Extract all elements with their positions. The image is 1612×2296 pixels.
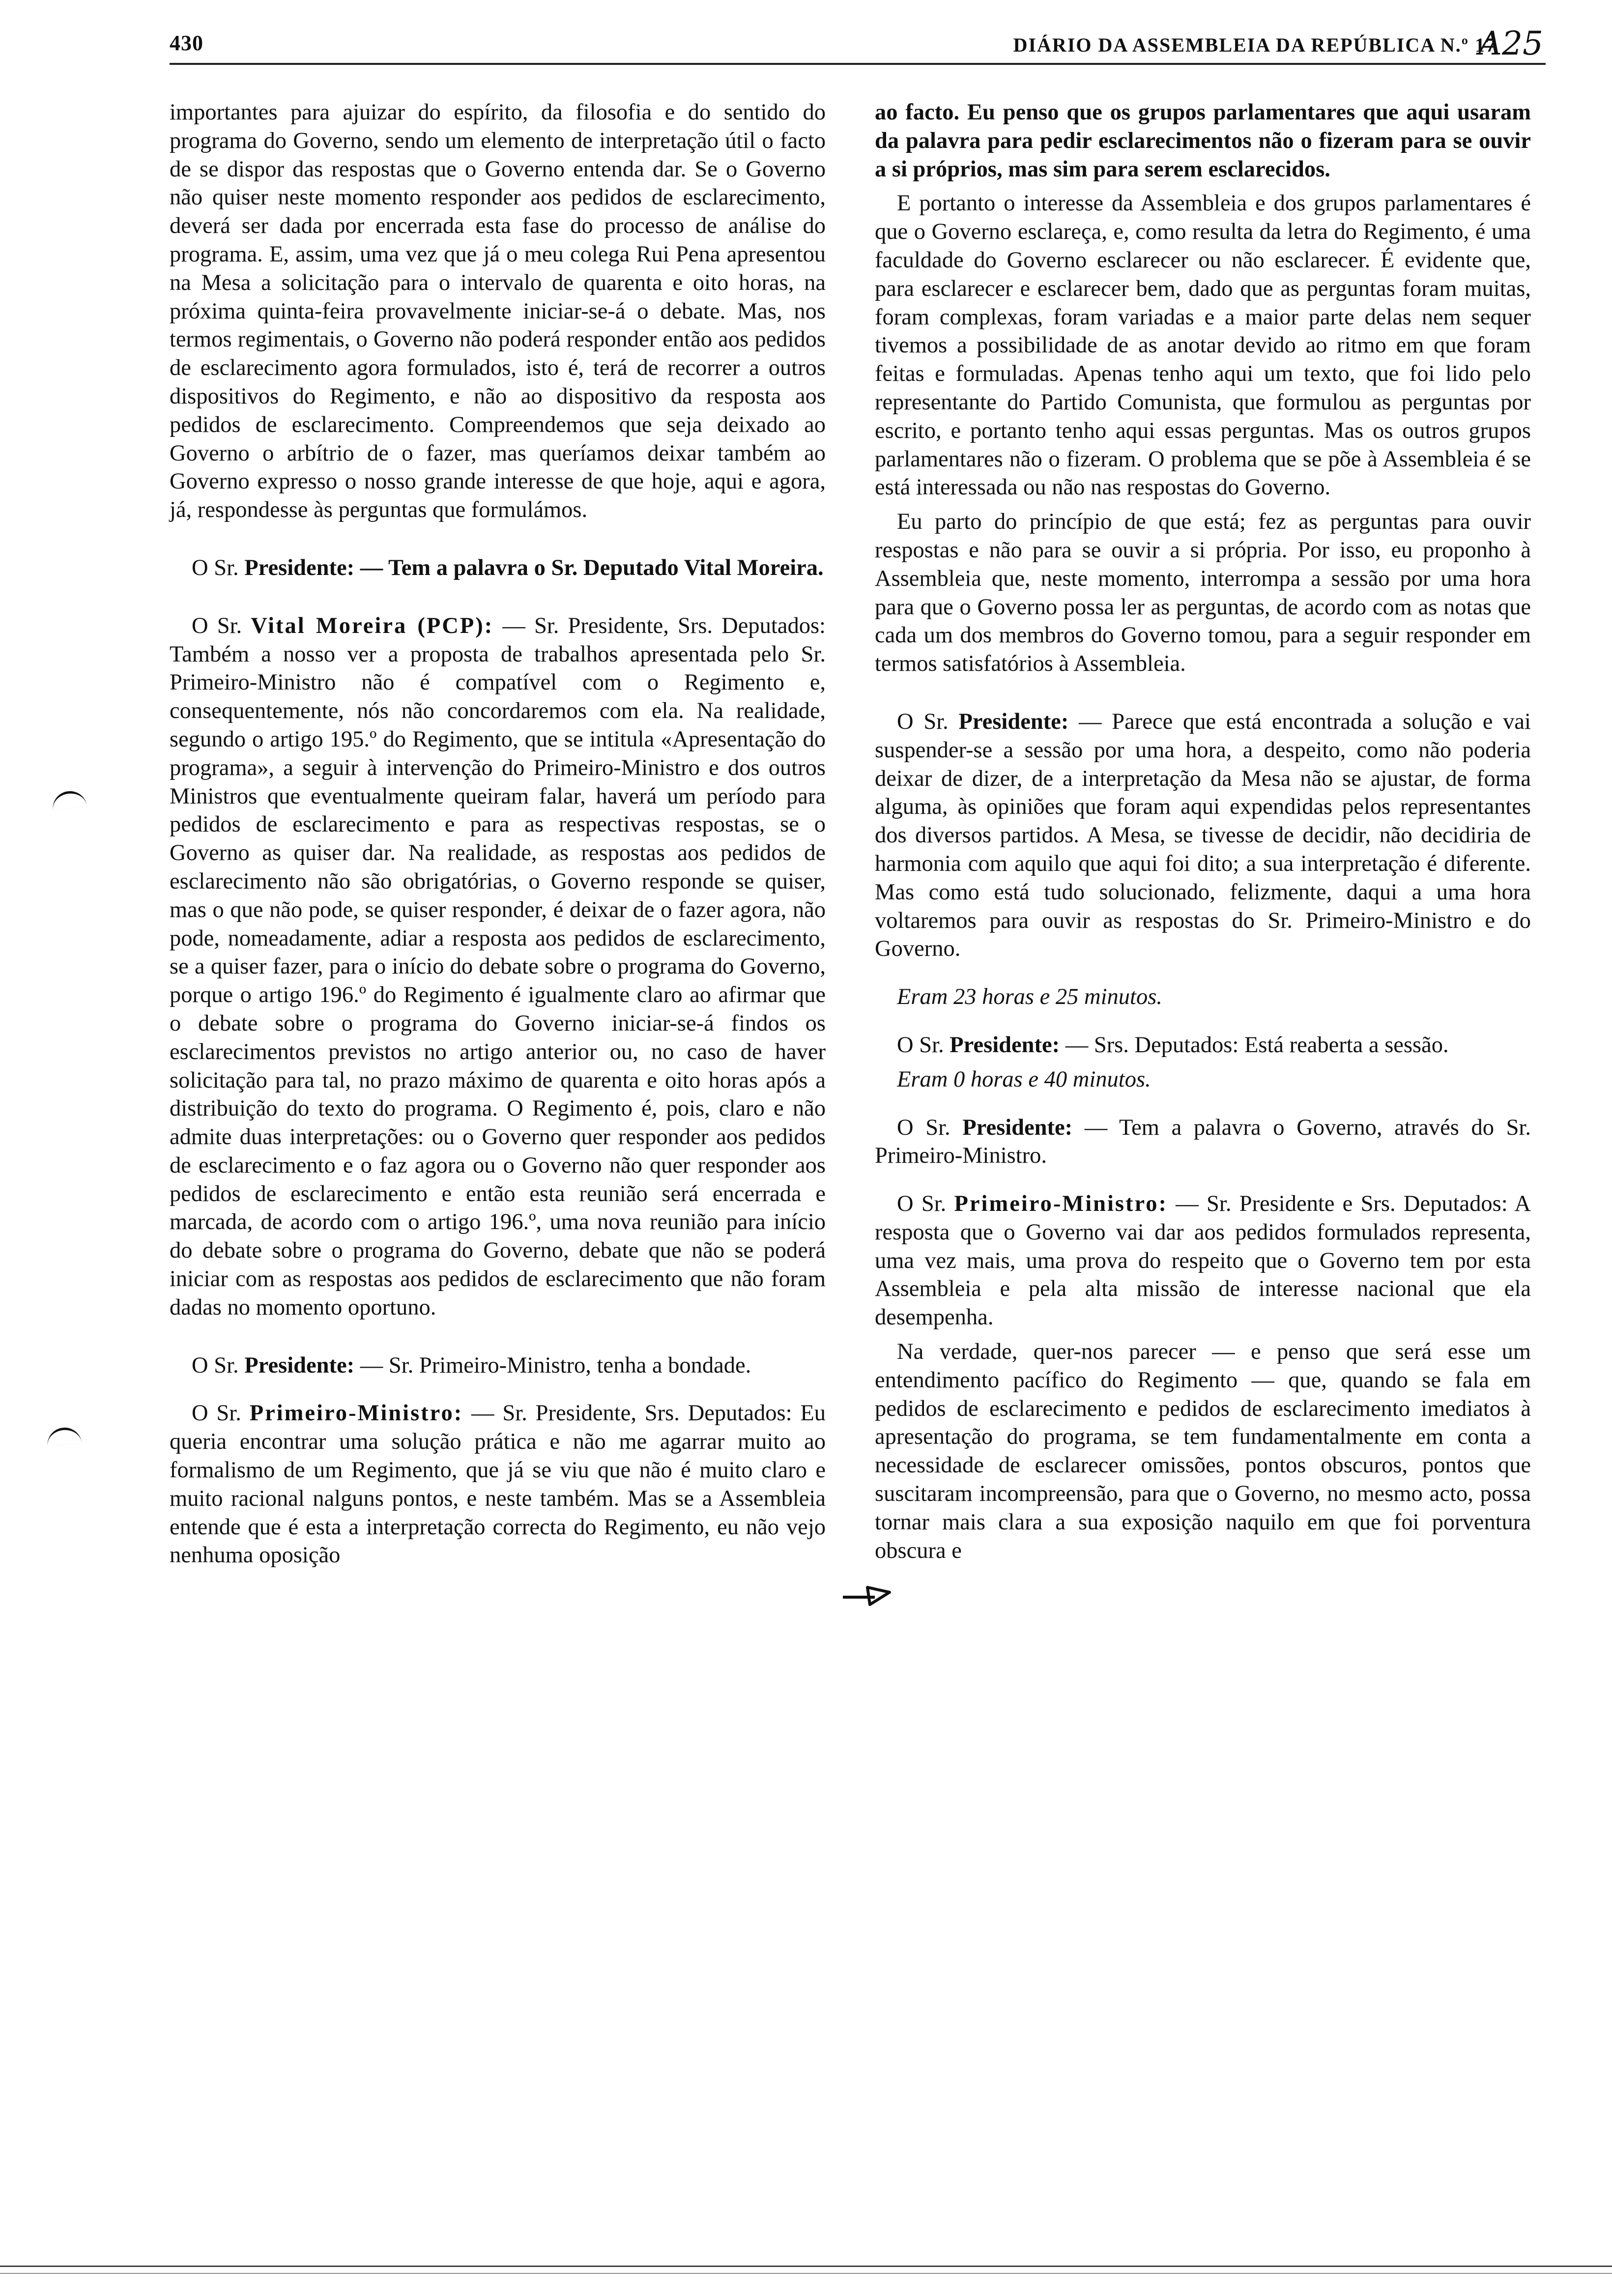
paragraph-text: ao facto. Eu penso que os grupos parlamentares que aqui usaram da palavra para pedir esclarecimentos não o fizeram para se ouvir a si próprios, mas sim para serem esclarecidos.	[875, 100, 1531, 182]
handwritten-page-number: A25	[1478, 25, 1543, 62]
speaker-prefix: O Sr.	[897, 1191, 954, 1217]
speech-text: — Sr. Presidente, Srs. Deputados: Eu queria encontrar uma solução prática e não me agarrar muito ao formalismo de um Regimento, que já se viu que não é muito claro e muito racional nalguns pontos, e neste também. Mas se a Assembleia entende que é esta a interpretação correcta do Regimento, eu não vejo nenhuma oposição	[170, 1401, 826, 1568]
bottom-rule	[0, 2273, 1612, 2274]
bottom-rule	[0, 2266, 1612, 2267]
speech-text: — Sr. Presidente e Srs. Deputados: A resposta que o Governo vai dar aos pedidos formulados representa, uma vez mais, uma prova do respeito que o Governo tem por esta Assembleia e pela alta missão de interesse nacional que ela desempenha.	[875, 1191, 1531, 1330]
speech-president	[170, 1351, 826, 1380]
speaker-name: Presidente:	[244, 555, 355, 580]
speech-primeiro-ministro	[875, 1190, 1531, 1332]
margin-mark	[46, 1426, 82, 1446]
speaker-prefix: O Sr.	[897, 1115, 963, 1140]
page-number: 430	[170, 31, 203, 55]
journal-title: DIÁRIO DA ASSEMBLEIA DA REPÚBLICA N.º 17	[1013, 34, 1497, 56]
speech-text: — Tem a palavra o Sr. Deputado Vital Moreira.	[354, 555, 824, 580]
paragraph	[875, 98, 1531, 183]
speaker-name: Primeiro-Ministro:	[249, 1401, 463, 1426]
speech-president	[170, 554, 826, 582]
speaker-name: Presidente:	[962, 1115, 1073, 1140]
page-header	[170, 25, 1543, 64]
paragraph	[875, 508, 1531, 678]
speech-text: — Sr. Primeiro-Ministro, tenha a bondade.	[354, 1352, 751, 1378]
right-column	[875, 98, 1531, 1565]
speech-president	[875, 1031, 1531, 1060]
speaker-prefix: O Sr.	[192, 613, 251, 638]
speech-vital-moreira	[170, 612, 826, 1322]
speech-primeiro-ministro	[170, 1399, 826, 1570]
margin-arrow-icon	[840, 1582, 894, 1612]
paragraph-text: E portanto o interesse da Assembleia e dos grupos parlamentares é que o Governo esclareça, e, como resulta da letra do Regimento, é uma faculdade do Governo esclarecer ou não esclarecer. É evidente que, para esclarecer e esclarecer bem, dado que as perguntas foram muitas, foram complexas, foram variadas e a maior parte delas nem sequer tivemos a possibilidade de as anotar devido ao ritmo em que foram feitas e formuladas. Apenas tenho aqui um texto, que foi lido pelo representante do Partido Comunista, que formulou as perguntas por escrito, e portanto tenho aqui essas perguntas. Mas os outros grupos parlamentares não o fizeram. O problema que se põe à Assembleia é se está interessada ou não nas respostas do Governo.	[875, 191, 1531, 500]
speech-text: — Sr. Presidente, Srs. Deputados: Também a nosso ver a proposta de trabalhos apresentada pelo Sr. Primeiro-Ministro não é compatível com o Regimento e, consequentemente, nós não concordaremos com ela. Na realidade, segundo o artigo 195.º do Regimento, que se intitula «Apresentação do programa», a seguir à intervenção do Primeiro-Ministro e dos outros Ministros que eventualmente queiram falar, haverá um período para pedidos de esclarecimento e para as respectivas respostas, se o Governo as quiser dar. Na realidade, as respostas aos pedidos de esclarecimento não são obrigatórias, o Governo responde se quiser, mas o que não pode, se quiser responder, é deixar de o fazer agora, não pode, nomeadamente, adiar a resposta aos pedidos de esclarecimento, se a quiser fazer, para o início do debate sobre o programa do Governo, porque o artigo 196.º do Regimento é igualmente claro ao afirmar que o debate sobre o programa do Governo iniciar-se-á findos os esclarecimentos previstos no artigo anterior ou, no caso de haver solicitação para tal, no prazo máximo de quarenta e oito horas após a distribuição do texto do programa. O Regimento é, pois, claro e não admite duas interpretações: ou o Governo quer responder aos pedidos de esclarecimento e o faz agora ou o Governo não quer responder aos pedidos de esclarecimento e então esta reunião será encerrada e marcada, de acordo com o artigo 196.º, uma nova reunião para início do debate sobre o programa do Governo, debate que não se poderá iniciar com as respostas aos pedidos de esclarecimento que não foram dadas no momento oportuno.	[170, 613, 826, 1320]
time-note: Eram 23 horas e 25 minutos.	[897, 984, 1162, 1010]
speech-text: — Srs. Deputados: Está reaberta a sessão.	[1060, 1032, 1449, 1058]
speaker-prefix: O Sr.	[192, 1352, 245, 1378]
paragraph-text: importantes para ajuizar do espírito, da filosofia e do sentido do programa do Governo, sendo um elemento de interpretação útil o facto de se dispor das respostas que o Governo entenda dar. Se o Governo não quiser neste momento responder aos pedidos de esclarecimento, deverá ser dada por encerrada esta fase do processo de análise do programa. E, assim, uma vez que já o meu colega Rui Pena apresentou na Mesa a solicitação para o intervalo de quarenta e oito horas, na próxima quinta-feira provavelmente iniciar-se-á o debate. Mas, nos termos regimentais, o Governo não poderá responder então aos pedidos de esclarecimento agora formulados, isto é, terá de recorrer a outros dispositivos do Regimento, e não ao dispositivo da resposta aos pedidos de esclarecimento. Compreendemos que seja deixado ao Governo o arbítrio de o fazer, mas queríamos deixar também ao Governo expresso o nosso grande interesse de que hoje, aqui e agora, já, respondesse às perguntas que formulámos.	[170, 100, 826, 523]
header-rule	[170, 63, 1546, 65]
speaker-name: Presidente:	[958, 709, 1069, 734]
left-column	[170, 98, 826, 1570]
paragraph	[875, 189, 1531, 502]
paragraph	[170, 98, 826, 524]
speech-president	[875, 708, 1531, 963]
paragraph	[875, 1338, 1531, 1565]
time-note: Eram 0 horas e 40 minutos.	[897, 1066, 1151, 1092]
speaker-name: Vital Moreira (PCP):	[251, 613, 494, 638]
speaker-prefix: O Sr.	[192, 555, 245, 580]
speaker-prefix: O Sr.	[897, 709, 959, 734]
speaker-name: Primeiro-Ministro:	[954, 1191, 1168, 1217]
speaker-prefix: O Sr.	[192, 1401, 250, 1426]
paragraph-text: Na verdade, quer-nos parecer — e penso que será esse um entendimento pacífico do Regimento — que, quando se fala em pedidos de esclarecimento e pedidos de esclarecimento imediatos à apresentação do programa, se tem fundamentalmente em conta a necessidade de esclarecer omissões, pontos obscuros, pontos que suscitaram incompreensão, para que o Governo, no mesmo acto, possa tornar mais clara a sua exposição naquilo em que foi porventura obscura e	[875, 1339, 1531, 1563]
paragraph-text: Eu parto do princípio de que está; fez as perguntas para ouvir respostas e não para se ouvir a si própria. Por isso, eu proponho à Assembleia que, neste momento, interrompa a sessão por uma hora para que o Governo possa ler as perguntas, de acordo com as notas que cada um dos membros do Governo tomou, para a seguir responder em termos satisfatórios à Assembleia.	[875, 509, 1531, 677]
speaker-name: Presidente:	[244, 1352, 355, 1378]
speaker-prefix: O Sr.	[897, 1032, 950, 1058]
speech-president	[875, 1114, 1531, 1171]
speech-text: — Tem a palavra o Governo, através do Sr. Primeiro-Ministro.	[875, 1115, 1531, 1169]
speaker-name: Presidente:	[950, 1032, 1060, 1058]
margin-mark	[51, 789, 87, 810]
speech-text: — Parece que está encontrada a solução e vai suspender-se a sessão por uma hora, a despeito, como não poderia deixar de dizer, de a interpretação da Mesa não se ajustar, de forma alguma, às opiniões que foram aqui expendidas pelos representantes dos diversos partidos. A Mesa, se tivesse de decidir, não decidiria de harmonia com aquilo que aqui foi dito; a sua interpretação é diferente. Mas como está tudo solucionado, felizmente, daqui a uma hora voltaremos para ouvir as respostas do Sr. Primeiro-Ministro e do Governo.	[875, 709, 1531, 962]
